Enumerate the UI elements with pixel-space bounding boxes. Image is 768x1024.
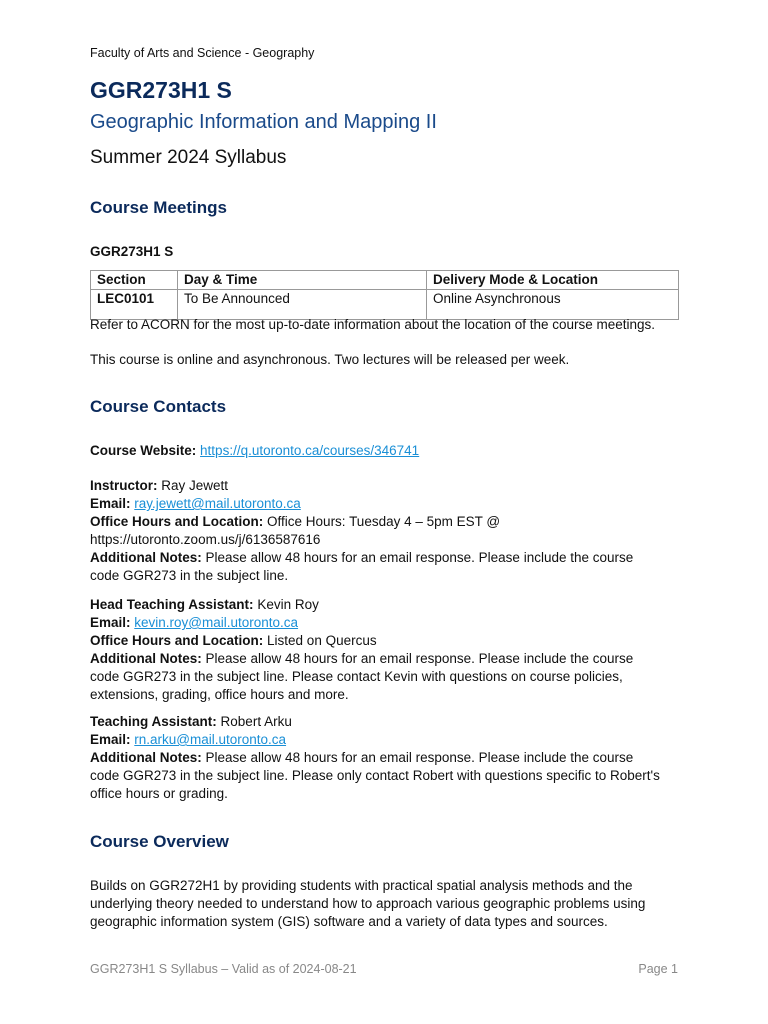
instructor-email-line	[90, 495, 680, 513]
notes-text: Please allow 48 hours for an email response. Please include the course	[205, 750, 634, 765]
course-meetings-heading: Course Meetings	[90, 198, 227, 217]
head-ta-notes-line	[90, 650, 680, 668]
table-header-cell: Day & Time	[178, 271, 427, 290]
instructor-zoom-link: https://utoronto.zoom.us/j/6136587616	[90, 532, 321, 547]
office-hours-label: Office Hours and Location:	[90, 514, 264, 529]
online-note: This course is online and asynchronous. Two lectures will be released per week.	[90, 352, 570, 367]
notes-text-continued: office hours or grading.	[90, 786, 228, 801]
head-ta-email-line	[90, 614, 680, 632]
table-header-cell: Delivery Mode & Location	[427, 271, 679, 290]
overview-line: underlying theory needed to understand how to approach various geographic problems using	[90, 896, 646, 911]
office-hours-label: Office Hours and Location:	[90, 633, 264, 648]
course-contacts-heading: Course Contacts	[90, 397, 227, 416]
instructor-label: Instructor:	[90, 478, 158, 493]
head-ta-block	[90, 596, 680, 704]
instructor-name: Ray Jewett	[161, 478, 229, 493]
overview-paragraph	[90, 877, 680, 931]
notes-text-continued: code GGR273 in the subject line. Please contact Kevin with questions on course policies,	[90, 669, 623, 684]
table-cell: Online Asynchronous	[427, 290, 679, 320]
course-website-line	[90, 442, 680, 460]
faculty-label: Faculty of Arts and Science - Geography	[90, 46, 315, 60]
notes-text: Please allow 48 hours for an email response. Please include the course	[205, 651, 634, 666]
instructor-email-link[interactable]: ray.jewett@mail.utoronto.ca	[134, 496, 301, 511]
notes-text-continued: extensions, grading, office hours and more.	[90, 687, 349, 702]
ta-email-line	[90, 731, 680, 749]
notes-text-continued: code GGR273 in the subject line.	[90, 568, 289, 583]
overview-line: geographic information system (GIS) software and a variety of data types and sources.	[90, 914, 608, 929]
head-ta-label: Head Teaching Assistant:	[90, 597, 254, 612]
notes-label: Additional Notes:	[90, 750, 202, 765]
table-row	[91, 290, 679, 320]
course-title: Geographic Information and Mapping II	[90, 111, 437, 133]
table-header-row	[91, 271, 679, 290]
head-ta-line	[90, 596, 680, 614]
ta-name: Robert Arku	[220, 714, 292, 729]
syllabus-term: Summer 2024 Syllabus	[90, 147, 287, 168]
course-website-link[interactable]: https://q.utoronto.ca/courses/346741	[200, 443, 420, 458]
ta-label: Teaching Assistant:	[90, 714, 217, 729]
instructor-office-line	[90, 513, 680, 531]
course-code-title: GGR273H1 S	[90, 77, 232, 103]
email-label: Email:	[90, 615, 131, 630]
meetings-subheading: GGR273H1 S	[90, 244, 174, 259]
table-cell: To Be Announced	[178, 290, 427, 320]
head-ta-name: Kevin Roy	[257, 597, 319, 612]
notes-text: Please allow 48 hours for an email response. Please include the course	[205, 550, 634, 565]
email-label: Email:	[90, 496, 131, 511]
ta-line	[90, 713, 680, 731]
notes-label: Additional Notes:	[90, 651, 202, 666]
footer-validity: GGR273H1 S Syllabus – Valid as of 2024-08-21	[90, 962, 357, 976]
meetings-table	[90, 270, 679, 320]
website-label: Course Website:	[90, 443, 197, 458]
course-overview-heading: Course Overview	[90, 832, 229, 851]
ta-notes-line	[90, 749, 680, 767]
table-cell: LEC0101	[91, 290, 178, 320]
table-header-cell: Section	[91, 271, 178, 290]
notes-text-continued: code GGR273 in the subject line. Please only contact Robert with questions specific to Robert's	[90, 768, 660, 783]
email-label: Email:	[90, 732, 131, 747]
notes-label: Additional Notes:	[90, 550, 202, 565]
head-ta-office-line	[90, 632, 680, 650]
footer-page-number: Page 1	[638, 962, 678, 976]
ta-email-link[interactable]: rn.arku@mail.utoronto.ca	[134, 732, 287, 747]
instructor-line	[90, 477, 680, 495]
ta-block	[90, 713, 680, 803]
office-hours-value: Listed on Quercus	[267, 633, 377, 648]
head-ta-email-link[interactable]: kevin.roy@mail.utoronto.ca	[134, 615, 299, 630]
instructor-notes-line	[90, 549, 680, 567]
office-hours-value: Office Hours: Tuesday 4 – 5pm EST @	[267, 514, 501, 529]
instructor-block	[90, 477, 680, 585]
acorn-note: Refer to ACORN for the most up-to-date information about the location of the course meetings.	[90, 317, 656, 332]
overview-line: Builds on GGR272H1 by providing students with practical spatial analysis methods and the	[90, 878, 633, 893]
